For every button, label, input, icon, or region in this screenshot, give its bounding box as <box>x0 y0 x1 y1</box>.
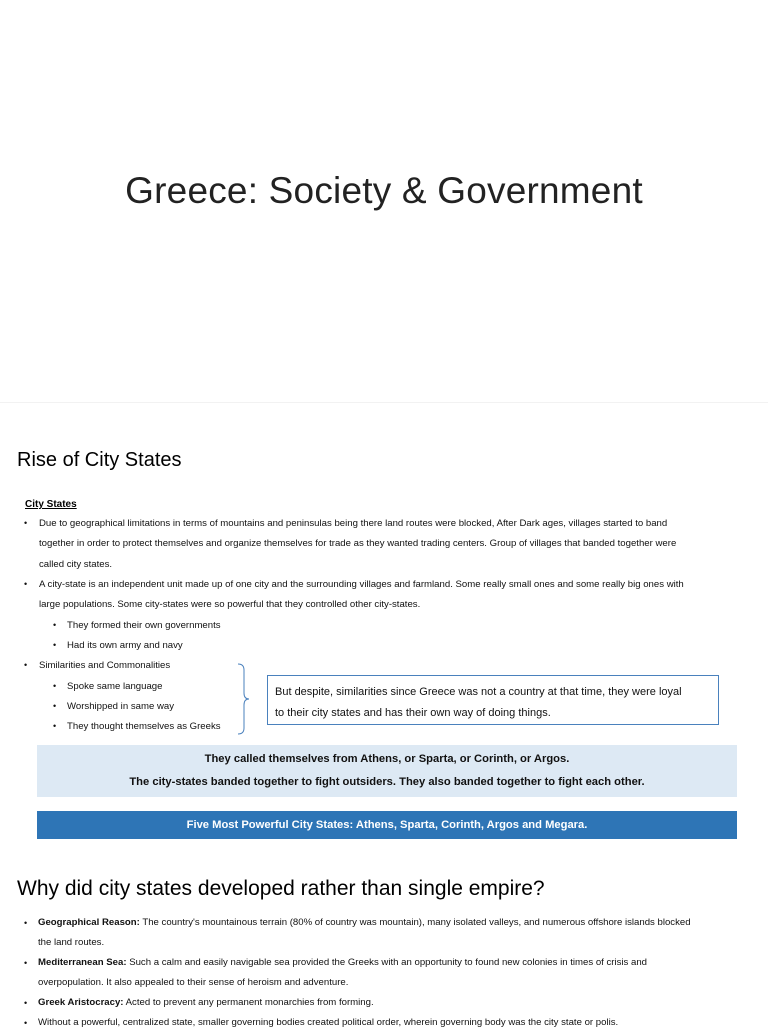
sub-item-governments: They formed their own governments <box>67 620 221 631</box>
similarities-heading: Similarities and Commonalities <box>39 660 171 671</box>
text-line: large populations. Some city-states were so powerful that they controlled other city-states. <box>39 599 421 611</box>
section-heading-city-states: Rise of City States <box>17 449 182 471</box>
bullet-icon: • <box>24 998 28 1008</box>
bullet-icon: • <box>24 518 28 528</box>
item-label: Greek Aristocracy: <box>38 997 124 1008</box>
text-line: called city states. <box>39 558 113 570</box>
note-line: The city-states banded together to fight outsiders. They also banded together to fight each other. <box>129 776 645 788</box>
section-heading-why-city-states: Why did city states developed rather than single empire? <box>17 877 545 900</box>
item-text: overpopulation. It also appealed to their sense of heroism and adventure. <box>38 977 349 988</box>
bullet-icon: • <box>24 918 28 928</box>
bullet-icon: • <box>53 681 57 691</box>
callout-line: to their city states and has their own way of doing things. <box>275 707 551 719</box>
sub-item-army: Had its own army and navy <box>67 640 183 651</box>
list-item-geography <box>38 913 738 953</box>
note-line: They called themselves from Athens, or Sparta, or Corinth, or Argos. <box>204 753 570 765</box>
bullet-icon: • <box>24 958 28 968</box>
item-text: Such a calm and easily navigable sea provided the Greeks with an opportunity to found new colonies in times of crisis and <box>129 957 648 968</box>
text-line: A city-state is an independent unit made up of one city and the surrounding villages and farmland. Some really small ones and some really big ones with <box>39 579 684 590</box>
item-text: Without a powerful, centralized state, smaller governing bodies created political order, wherein governing body was the city state or polis. <box>38 1017 619 1028</box>
item-text: The country's mountainous terrain (80% of country was mountain), many isolated valleys, and numerous offshore islands blocked <box>142 917 691 928</box>
bullet-icon: • <box>24 660 28 670</box>
bullet-icon: • <box>24 579 28 589</box>
slide-divider <box>0 402 768 403</box>
bullet-icon: • <box>53 620 57 630</box>
paragraph-city-states-origin <box>39 514 739 575</box>
item-label: Geographical Reason: <box>38 917 140 928</box>
callout-line: But despite, similarities since Greece was not a country at that time, they were loyal <box>275 686 682 698</box>
note-box <box>37 745 737 797</box>
text-line: together in order to protect themselves and organize themselves for trade as they wanted trading centers. Group of villages that banded together were <box>39 538 677 550</box>
slide-title: Greece: Society & Government <box>125 170 643 211</box>
item-text: Acted to prevent any permanent monarchies from forming. <box>125 997 374 1008</box>
curly-brace-icon <box>236 663 250 735</box>
sub-item-greeks: They thought themselves as Greeks <box>67 721 221 732</box>
list-item-mediterranean <box>38 953 738 993</box>
city-states-label: City States <box>25 499 77 510</box>
item-label: Mediterranean Sea: <box>38 957 127 968</box>
item-text: the land routes. <box>38 937 105 948</box>
sub-item-worship: Worshipped in same way <box>67 701 175 712</box>
bullet-icon: • <box>53 701 57 711</box>
paragraph-city-state-definition <box>39 575 739 616</box>
loyalty-callout <box>267 675 719 725</box>
list-item-polis <box>38 1013 738 1033</box>
powerful-city-states-banner: Five Most Powerful City States: Athens, Sparta, Corinth, Argos and Megara. <box>37 811 737 839</box>
bullet-icon: • <box>53 640 57 650</box>
bullet-icon: • <box>53 721 57 731</box>
bullet-icon: • <box>24 1018 28 1028</box>
text-line: Due to geographical limitations in terms of mountains and peninsulas being there land routes were blocked, After Dark ages, villages started to band <box>39 518 668 529</box>
sub-item-language: Spoke same language <box>67 681 163 692</box>
list-item-aristocracy <box>38 993 738 1013</box>
